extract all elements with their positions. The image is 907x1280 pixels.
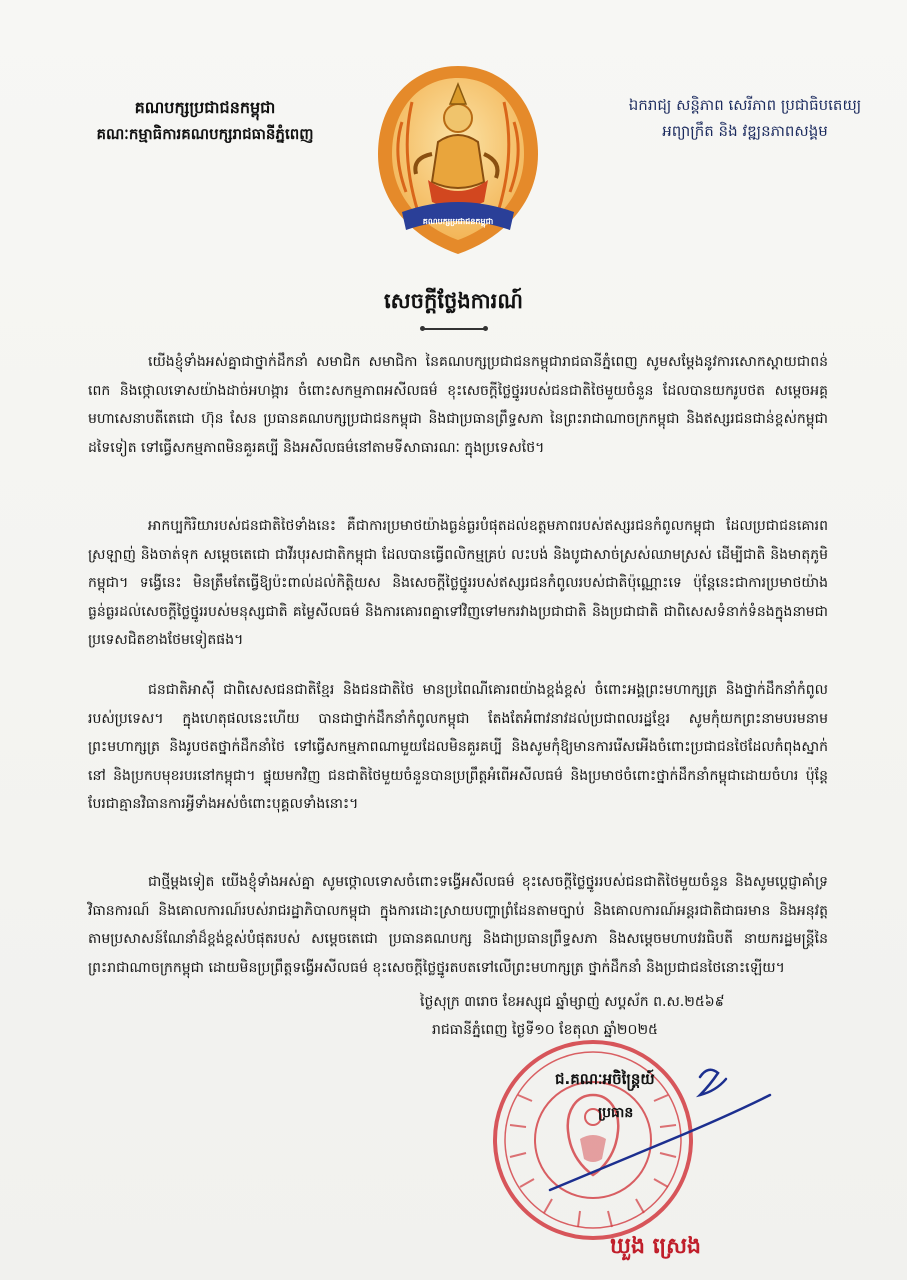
signatory-name: ឃួង ស្រេង — [610, 1234, 702, 1259]
signatory-role: ប្រធាន — [598, 1105, 634, 1121]
kingdom-motto — [595, 92, 895, 144]
paragraph-4 — [88, 868, 828, 982]
motto-line1: ឯករាជ្យ សន្តិភាព សេរីភាព ប្រជាធិបតេយ្យ — [628, 96, 862, 114]
paragraph-1-text: យើងខ្ញុំទាំងអស់គ្នាជាថ្នាក់ដឹកនាំ សមាជិក សមាជិកា នៃគណបក្សប្រជាជនកម្ពុជារាជធានីភ្នំពេញ សូមសម្តែងនូវការសោកស្តាយជាពន់ពេក និងថ្កោលទោសយ៉ាងដាច់អហង្ការ ចំពោះសកម្មភាពអសីលធម៌ ខុះសេចក្តីថ្លៃថ្នូររបស់ជនជាតិថៃមួយចំនួន ដែលបានយករូបថត សម្តេចអគ្គមហាសេនាបតីតេជោ ហ៊ុន សែន ប្រធានគណបក្សប្រជាជនកម្ពុជា និងជាប្រធានព្រឹទ្ធសភា នៃព្រះរាជាណាចក្រកម្ពុជា និងឥស្សរជនជាន់ខ្ពស់កម្ពុជាដទៃទៀត ទៅធ្វើសកម្មភាពមិនគួរគប្បី និងអសីលធម៌នៅតាមទីសាធារណៈ ក្នុងប្រទេសថៃ។ — [88, 354, 828, 456]
paragraph-3 — [88, 676, 828, 819]
party-header — [55, 96, 355, 146]
motto-line2: អព្យាក្រឹត និង វឌ្ឍនភាពសង្គម — [662, 122, 828, 140]
party-committee: គណៈកម្មាធិការគណបក្សរាជធានីភ្នំពេញ — [96, 125, 314, 143]
signatory-on-behalf: ជ.គណៈអចិន្ត្រៃយ៍ — [555, 1070, 655, 1088]
paragraph-3-text: ជនជាតិអាស៊ី ជាពិសេសជនជាតិខ្មែរ និងជនជាតិថៃ មានប្រពៃណីគោរពយ៉ាងខ្ពង់ខ្ពស់ ចំពោះអង្គព្រះមហាក្សត្រ និងថ្នាក់ដឹកនាំកំពូលរបស់ប្រទេស។ ក្នុងហេតុផលនេះហើយ បានជាថ្នាក់ដឹកនាំកំពូលកម្ពុជា តែងតែអំពាវនាវដល់ប្រជាពលរដ្ឋខ្មែរ សូមកុំយកព្រះនាមបរមនាមព្រះមហាក្សត្រ និងរូបថតថ្នាក់ដឹកនាំថៃ ទៅធ្វើសកម្មភាពណាមួយដែលមិនគួរគប្បី និងសូមកុំឱ្យមានការរើសអើងចំពោះប្រជាជនថៃដែលកំពុងស្នាក់នៅ និងប្រកបមុខរបរនៅកម្ពុជា។ ផ្ទុយមកវិញ ជនជាតិថៃមួយចំនួនបានប្រព្រឹត្តអំពើអសីលធម៌ និងប្រមាថចំពោះថ្នាក់ដឹកនាំកម្ពុជាដោយចំហរ ប៉ុន្តែបែរជាគ្មានវិធានការអ្វីទាំងអស់ចំពោះបុគ្គលទាំងនោះ។ — [88, 682, 828, 812]
solar-date: រាជធានីភ្នំពេញ ថ្ងៃទី១០ ខែតុលា ឆ្នាំ២០២៥ — [432, 1022, 658, 1038]
party-logo — [372, 62, 544, 257]
paragraph-4-text: ជាថ្មីម្តងទៀត យើងខ្ញុំទាំងអស់គ្នា សូមថ្កោលទោសចំពោះទង្វើអសីលធម៌ ខុះសេចក្តីថ្លៃថ្នូររបស់ជនជាតិថៃមួយចំនួន និងសូមប្តេជ្ញាគាំទ្រវិធានការណ៍ និងគោលការណ៍របស់រាជរដ្ឋាភិបាលកម្ពុជា ក្នុងការដោះស្រាយបញ្ហាព្រំដែនតាមច្បាប់ និងគោលការណ៍អន្តរជាតិជាធរមាន និងអនុវត្តតាមប្រសាសន៍ណែនាំដ៏ខ្ពង់ខ្ពស់បំផុតរបស់ សម្តេចតេជោ ប្រធានគណបក្ស និងជាប្រធានព្រឹទ្ធសភា និងសម្តេចមហាបវរធិបតី នាយករដ្ឋមន្ត្រីនៃព្រះរាជាណាចក្រកម្ពុជា ដោយមិនប្រព្រឹត្តទង្វើអសីលធម៌ ខុះសេចក្តីថ្លៃថ្នូរតបតទៅលើព្រះមហាក្សត្រ ថ្នាក់ដឹកនាំ និងប្រជាជនថៃនោះឡើយ។ — [88, 874, 828, 976]
paragraph-1 — [88, 348, 828, 462]
logo-caption: គណបក្សប្រជាជនកម្ពុជា — [422, 217, 494, 226]
lunar-date: ថ្ងៃសុក្រ ៣រោច ខែអស្សុជ ឆ្នាំម្សាញ់ សប្តស័ក ព.ស.២៥៦៩ — [420, 994, 725, 1010]
title-divider — [423, 328, 485, 330]
paragraph-2-text: អាកប្បកិរិយារបស់ជនជាតិថៃទាំងនេះ គឺជាការប្រមាថយ៉ាងធ្ងន់ធ្ងរបំផុតដល់ឧត្តមភាពរបស់ឥស្សរជនកំពូលកម្ពុជា ដែលប្រជាជនគោរពស្រឡាញ់ និងចាត់ទុក សម្តេចតេជោ ជាវីរបុរសជាតិកម្ពុជា ដែលបានធ្វើពលិកម្មគ្រប់ លះបង់ និងបូជាសាច់ស្រស់ឈាមស្រស់ ដើម្បីជាតិ និងមាតុភូមិកម្ពុជា។ ទង្វើនេះ មិនត្រឹមតែធ្វើឱ្យប៉ះពាល់ដល់កិត្តិយស និងសេចក្តីថ្លៃថ្នូររបស់ឥស្សរជនកំពូលរបស់ជាតិប៉ុណ្ណោះទេ ប៉ុន្តែនេះជាការប្រមាថយ៉ាងធ្ងន់ធ្ងរដល់សេចក្តីថ្លៃថ្នូររបស់មនុស្សជាតិ គម្លៃសីលធម៌ និងការគោរពគ្នាទៅវិញទៅមករវាងប្រជាជាតិ និងប្រជាជាតិ ជាពិសេសទំនាក់ទំនងក្នុងនាមជាប្រទេសជិតខាងថែមទៀតផង។ — [88, 518, 828, 648]
party-name: គណបក្សប្រជាជនកម្ពុជា — [134, 98, 276, 117]
document-title: សេចក្តីថ្លែងការណ៍ — [384, 289, 523, 313]
paragraph-2 — [88, 512, 828, 655]
handwritten-signature — [540, 1055, 800, 1195]
